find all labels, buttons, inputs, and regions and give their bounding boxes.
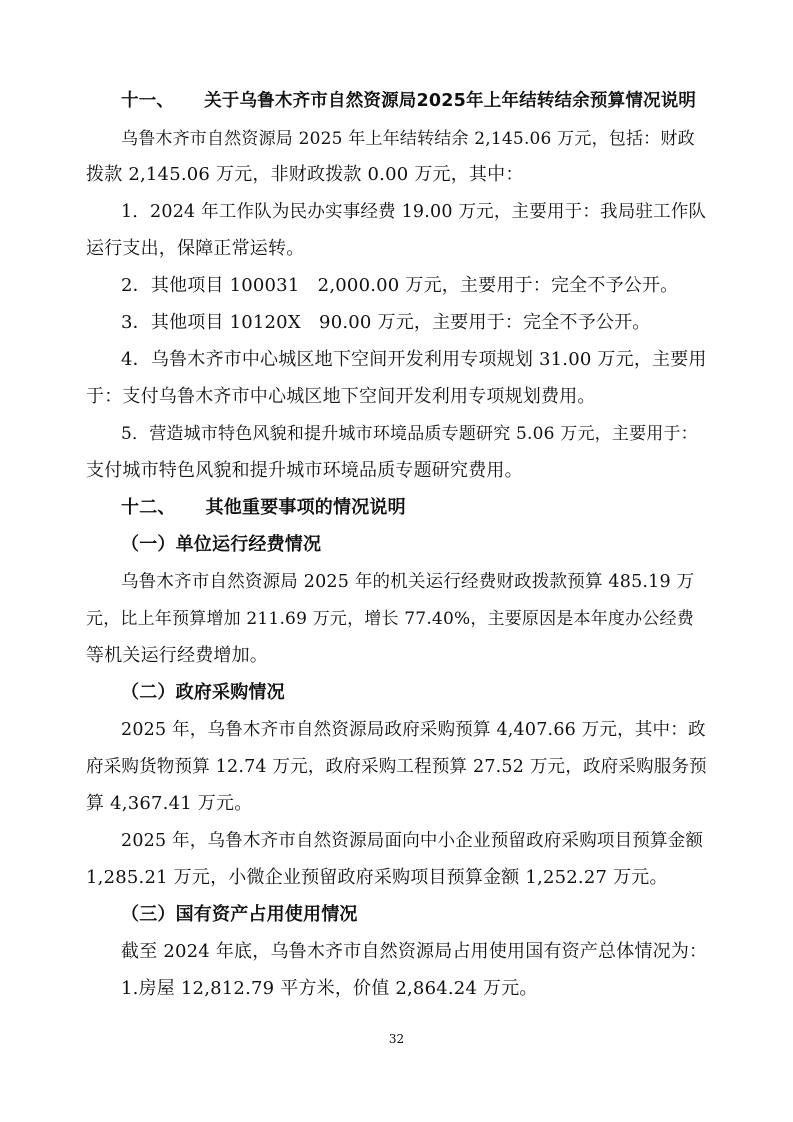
item-4-line-1: 4．乌鲁木齐市中心城区地下空间开发利用专项规划 31.00 万元，主要用 [121,349,707,370]
subsection-2-para-1-line-2: 府采购货物预算 12.74 万元，政府采购工程预算 27.52 万元，政府采购服务预 [86,757,707,777]
section-11-number: 十一、 [121,91,175,111]
subsection-2-title: （二）政府采购情况 [121,682,285,703]
subsection-1-line-3: 等机关运行经费增加。 [86,645,268,666]
section-12-heading [121,496,406,520]
item-1-line-2: 运行支出，保障正常运转。 [86,238,305,259]
item-2: 2．其他项目 100031 2,000.00 万元，主要用于：完全不予公开。 [121,275,679,296]
subsection-2-para-2-line-1: 2025 年，乌鲁木齐市自然资源局面向中小企业预留政府采购项目预算金额 [121,831,704,851]
page-number: 32 [388,1032,405,1046]
subsection-3-line-1: 截至 2024 年底，乌鲁木齐市自然资源局占用使用国有资产总体情况为： [121,941,708,962]
item-3: 3．其他项目 10120X 90.00 万元，主要用于：完全不予公开。 [121,312,651,333]
item-1-line-1: 1．2024 年工作队为民办实事经费 19.00 万元，主要用于：我局驻工作队 [121,202,707,222]
section-12-number: 十二、 [121,497,176,518]
subsection-1-line-2: 元，比上年预算增加 211.69 万元，增长 77.40%，主要原因是本年度办公经费 [86,609,694,629]
section-11-title: 关于乌鲁木齐市自然资源局2025年上年结转结余预算情况说明 [204,91,697,111]
item-5-line-1: 5．营造城市特色风貌和提升城市环境品质专题研究 5.06 万元，主要用于： [121,424,698,444]
subsection-3-line-2: 1.房屋 12,812.79 平方米，价值 2,864.24 万元。 [121,978,538,999]
subsection-2-para-1-line-1: 2025 年，乌鲁木齐市自然资源局政府采购预算 4,407.66 万元，其中：政 [121,720,706,740]
item-4-line-2: 于：支付乌鲁木齐市中心城区地下空间开发利用专项规划费用。 [86,386,596,407]
section-12-title: 其他重要事项的情况说明 [205,497,406,518]
subsection-3-title: （三）国有资产占用使用情况 [121,904,358,925]
subsection-2-para-1-line-3: 算 4,367.41 万元。 [86,793,253,814]
section-11-heading [121,89,696,113]
subsection-1-line-1: 乌鲁木齐市自然资源局 2025 年的机关运行经费财政拨款预算 485.19 万 [121,572,695,592]
item-5-line-2: 支付城市特色风貌和提升城市环境品质专题研究费用。 [86,460,523,481]
section-11-summary-line-2: 拨款 2,145.06 万元，非财政拨款 0.00 万元，其中： [86,164,524,185]
subsection-2-para-2-line-2: 1,285.21 万元，小微企业预留政府采购项目预算金额 1,252.27 万元。 [86,867,668,888]
section-11-summary-line-1: 乌鲁木齐市自然资源局 2025 年上年结转结余 2,145.06 万元，包括：财政 [121,129,695,149]
subsection-1-title: （一）单位运行经费情况 [121,534,322,555]
